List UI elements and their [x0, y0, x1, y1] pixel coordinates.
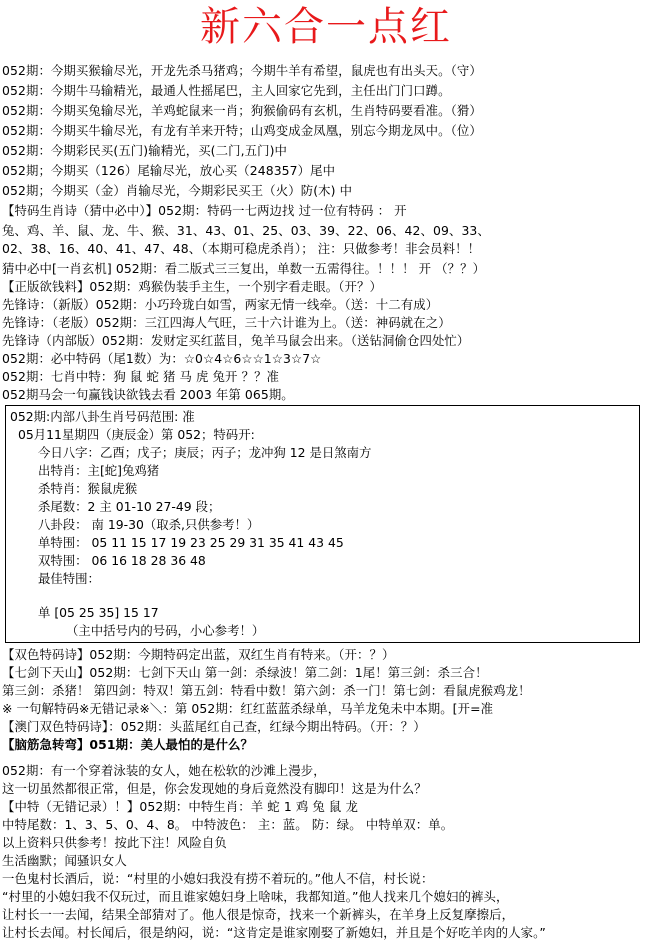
text-line: 【澳门双色特码诗】：052期：头蓝尾红自己查，红绿今期出特码。（开：？）: [2, 719, 426, 734]
text-line: 中特尾数：1、3、5、0、4、8。 中特波色： 主：蓝。 防：绿。 中特单双：单。: [2, 817, 454, 832]
text-line: 生活幽默；闻骚识女人: [2, 853, 127, 868]
text-line: 052期：七肖中特：狗 鼠 蛇 猪 马 虎 兔开 ？？准: [2, 369, 280, 384]
box-line: 052期:内部八卦生肖号码范围: 准: [10, 409, 195, 424]
text-line: 052期：今期牛马输精光，最通人性摇尾巴，主人回家它先到，主任出门门口蹲。: [2, 83, 451, 98]
text-line: 【中特（无错记录）！】052期：中特生肖：羊 蛇 1 鸡 兔 鼠 龙: [2, 799, 358, 814]
text-line: 052期；今期买（金）肖输尽光，今期彩民买王（火）防(木) 中: [2, 183, 353, 198]
text-line: 以上资料只供参考！按此下注！风险自负: [2, 835, 227, 850]
box-line: 单特围： 05 11 15 17 19 23 25 29 31 35 41 43 45: [38, 535, 344, 550]
text-line: “村里的小媳妇我不仅玩过，而且谁家媳妇身上啥味，我都知道。”他人找来几个媳妇的裤头，: [2, 889, 509, 904]
text-line: ※ 一句解特码※无错记录※＼：第 052期：红红蓝蓝杀绿单，马羊龙兔未中本期。[开=准: [2, 701, 494, 716]
text-line: 052期：有一个穿着泳装的女人，她在松软的沙滩上漫步，: [2, 763, 326, 778]
box-line: 杀特肖：猴鼠虎猴: [38, 481, 138, 496]
text-line: 【脑筋急转弯】051期：美人最怕的是什么？: [2, 737, 253, 752]
box-line: 出特肖：主[蛇]兔鸡猪: [38, 463, 160, 478]
text-line: 第三剑：杀猪！ 第四剑：特双！第五剑：特看中数！第六剑：杀一门！第七剑：看鼠虎猴鸡龙！: [2, 683, 531, 698]
page-title: 新六合一点红: [200, 4, 452, 50]
text-line: 【七剑下天山】052期：七剑下天山 第一剑：杀绿波！第二剑：1尾！第三剑：杀三合！: [2, 665, 488, 680]
text-line: 052期：今期彩民买(五门)输精光，买(二门,五门)中: [2, 143, 288, 158]
text-line: 这一切虽然都很正常，但是，你会发现她的身后竟然没有脚印！这是为什么？: [2, 781, 427, 796]
text-line: 让村长去闻。村长闻后，很是纳闷，说：“这肯定是谁家刚娶了新媳妇，并且是个好吃羊肉的人家。”: [2, 925, 546, 940]
text-line: 052期：今期买牛输尽光，有龙有羊来开特；山鸡变成金凤凰，别忘今期龙凤中。（位）: [2, 123, 482, 138]
text-line: 先锋诗：（老版）052期：三江四海人气旺，三十六计谁为上。（送：神码就在之）: [2, 315, 451, 330]
text-line: 兔、鸡、羊、鼠、龙、牛、猴、31、43、01、25、03、39、22、06、42、09、33、: [2, 223, 490, 238]
box-line: 最佳特围：: [38, 571, 100, 586]
text-line: 052期马会一句赢钱诀欲钱去看 2003 年第 065期。: [2, 387, 294, 402]
box-line: （主中括号内的号码，小心参考！）: [66, 623, 265, 638]
box-line: 八卦段： 南 19-30（取杀,只供参考！）: [38, 517, 260, 532]
text-line: 先锋诗（内部版）052期：发财定买红蓝目，兔羊马鼠会出来。（送钻洞偷仓四处忙）: [2, 333, 470, 348]
text-line: 让村长一一去闻，结果全部猜对了。他人很是惊奇，找来一个新裤头，在羊身上反复摩擦后，: [2, 907, 515, 922]
box-line: 双特围： 06 16 18 28 36 48: [38, 553, 206, 568]
text-line: 052期；今期买（126）尾输尽光，放心买（248357）尾中: [2, 163, 336, 178]
text-line: 【特码生肖诗（猜中必中）】052期：特码一七两边找 过一位有特码 ： 开: [2, 203, 407, 218]
box-line: 今日八字：乙酉；戊子；庚辰；丙子；龙冲狗 12 是日煞南方: [38, 445, 372, 460]
text-line: 052期：今期买猴输尽光，开龙先杀马猪鸡；今期牛羊有希望，鼠虎也有出头天。（守）: [2, 63, 482, 78]
box-line: 单 [05 25 35] 15 17: [38, 605, 159, 620]
text-line: 先锋诗：（新版）052期：小巧玲珑白如雪，两家无情一线牵。（送：十二有成）: [2, 297, 439, 312]
text-line: 猜中必中[一肖玄机] 052期：看二版式三三复出，单数一五需得往。！！！ 开 （？？）: [2, 261, 486, 276]
text-line: 【双色特码诗】052期：今期特码定出蓝，双红生肖有特来。（开：？）: [2, 647, 395, 662]
box-line: 杀尾数：2 主 01-10 27-49 段；: [38, 499, 221, 514]
text-line: 052期：必中特码（尾1数）为：☆0☆4☆6☆☆1☆3☆7☆: [2, 351, 322, 366]
text-line: 02、38、16、40、41、47、48、（本期可稳虎杀肖）； 注：只做参考！非会员料！！: [2, 241, 481, 256]
text-line: 052期：今期买兔输尽光，羊鸡蛇鼠来一肖；狗猴偷码有玄机，生肖特码要看准。（猾）: [2, 103, 482, 118]
box-line: 05月11星期四（庚辰金）第 052；特码开:: [18, 427, 255, 442]
text-line: 一色鬼村长酒后，说：“村里的小媳妇我没有捞不着玩的。”他人不信，村长说：: [2, 871, 434, 886]
info-box: [5, 405, 640, 643]
text-line: 【正版欲钱料】052期：鸡猴伪装手主生，一个别字看走眼。（开？）: [2, 279, 382, 294]
